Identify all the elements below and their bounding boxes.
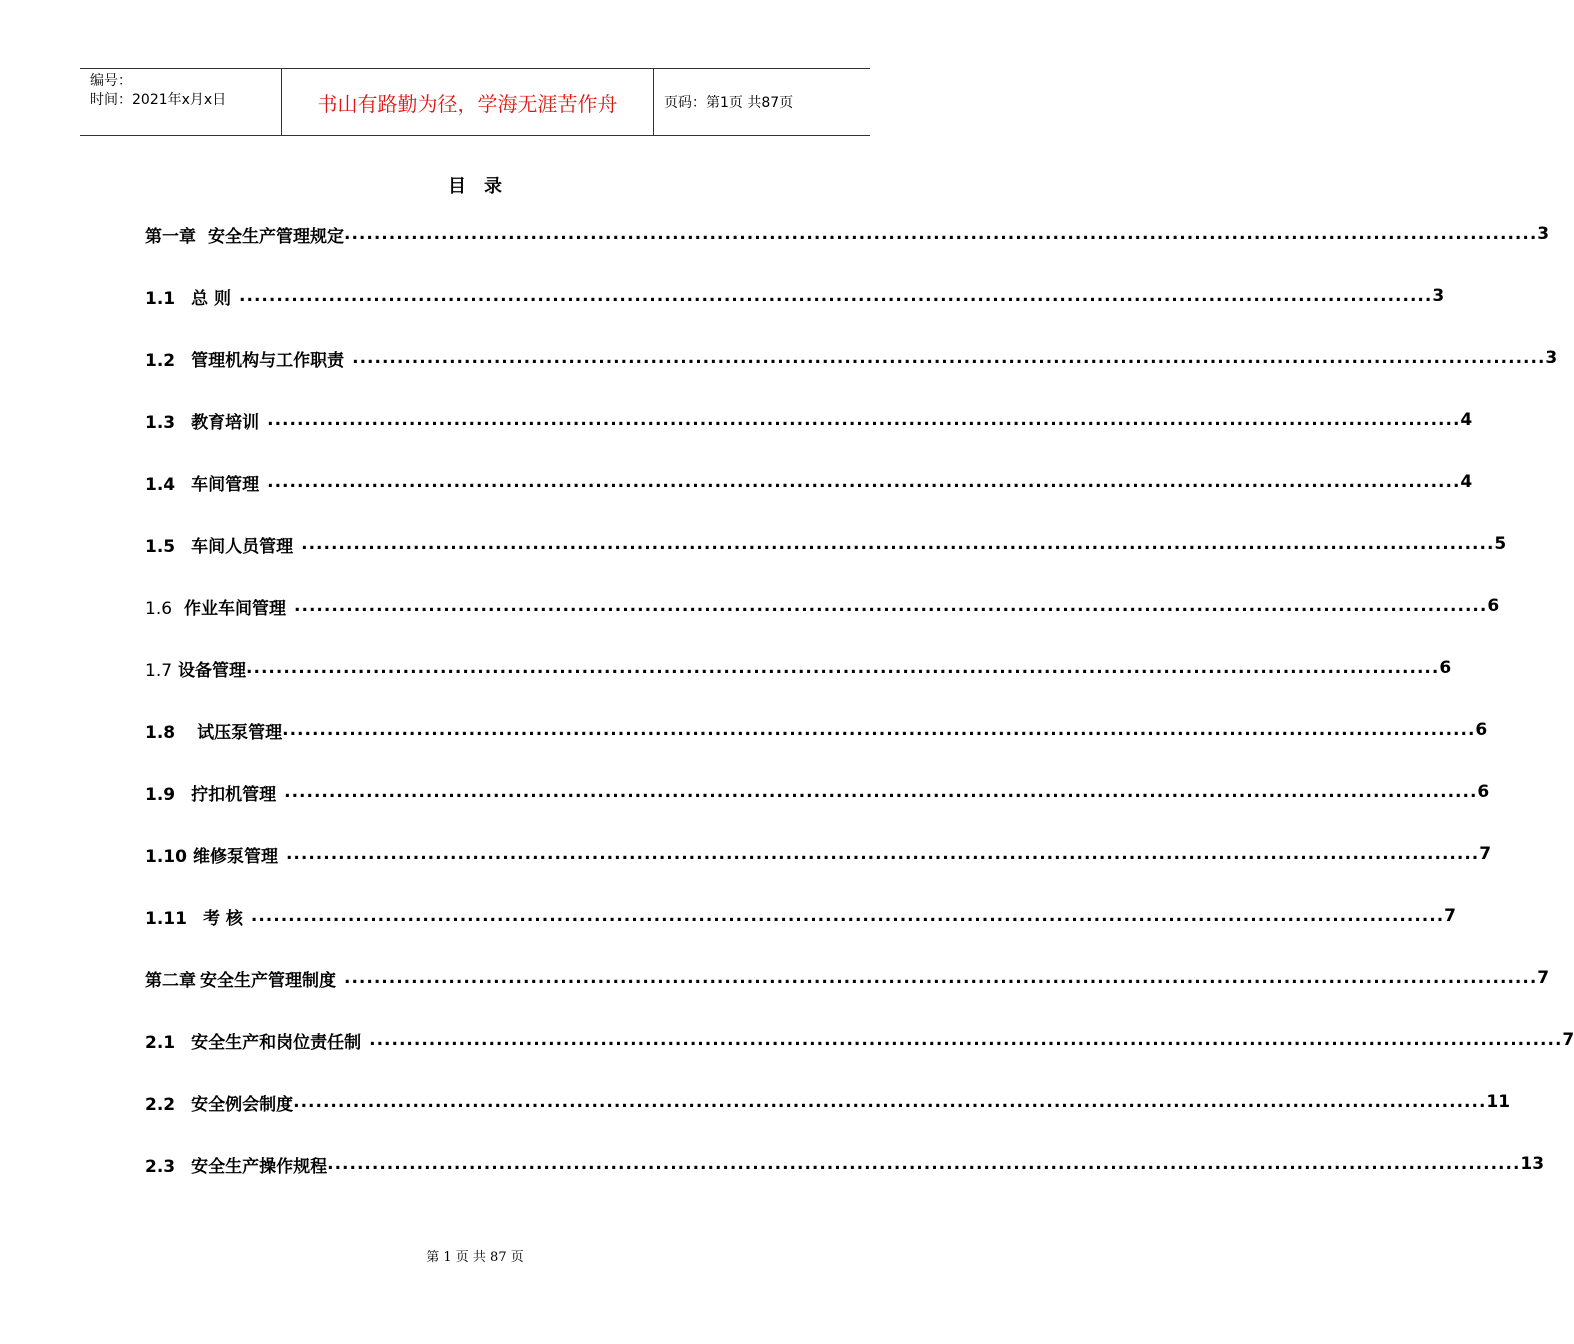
toc-leader-dots: ................................................................................................................................................................ xyxy=(344,224,1538,244)
toc-entry-page: 7 xyxy=(1479,844,1492,864)
toc-entry[interactable] xyxy=(145,220,1550,248)
toc-leader-dots: ................................................................................................................................................................ xyxy=(284,782,1478,802)
toc-entry-page: 7 xyxy=(1537,968,1550,988)
toc-entry-number: 1.6 xyxy=(145,598,173,619)
toc-entry-text: 车间管理 xyxy=(191,474,260,495)
toc-entry-number: 1.10 xyxy=(145,846,187,867)
toc-entry[interactable] xyxy=(145,468,1473,496)
toc-entry-page: 4 xyxy=(1460,410,1473,430)
page-header xyxy=(80,68,870,136)
toc-entry-text: 教育培训 xyxy=(191,412,260,433)
toc-leader-dots: ................................................................................................................................................................ xyxy=(344,968,1538,988)
toc-entry-page: 6 xyxy=(1487,596,1500,616)
header-meta xyxy=(80,69,281,135)
toc-entry[interactable] xyxy=(145,1026,1574,1054)
toc-leader-dots: ................................................................................................................................................................ xyxy=(246,658,1440,678)
toc-entry-page: 6 xyxy=(1439,658,1452,678)
toc-entry[interactable] xyxy=(145,530,1507,558)
toc-entry[interactable] xyxy=(145,964,1550,992)
toc-leader-dots: ................................................................................................................................................................ xyxy=(239,286,1433,306)
toc-entry[interactable] xyxy=(145,592,1500,620)
toc-entry-page: 13 xyxy=(1520,1154,1545,1174)
toc-entry-text: 车间人员管理 xyxy=(191,536,294,557)
toc-entry-number: 1.5 xyxy=(145,536,176,557)
toc-leader-dots: ................................................................................................................................................................ xyxy=(293,1092,1487,1112)
toc-entry-page: 3 xyxy=(1537,224,1550,244)
toc-entry-text: 维修泵管理 xyxy=(192,846,278,867)
toc-leader-dots: ................................................................................................................................................................ xyxy=(250,906,1445,926)
toc-entry[interactable] xyxy=(145,840,1492,868)
number-label: 编号： xyxy=(90,73,132,89)
toc-entry-number: 1.7 xyxy=(145,660,173,681)
toc-leader-dots: ................................................................................................................................................................ xyxy=(285,844,1480,864)
toc-leader-dots: ................................................................................................................................................................ xyxy=(301,534,1495,554)
toc-entry-number: 第一章 xyxy=(145,226,196,247)
toc-entry-number: 1.11 xyxy=(145,908,187,929)
toc-entry-number: 1.3 xyxy=(145,412,176,433)
toc-leader-dots: ................................................................................................................................................................ xyxy=(352,348,1546,368)
toc-entry-text: 试压泵管理 xyxy=(197,722,283,743)
page-footer: 第 1 页 共 87 页 xyxy=(426,1250,524,1265)
toc-entry-number: 1.8 xyxy=(145,722,176,743)
toc-leader-dots: ................................................................................................................................................................ xyxy=(267,472,1461,492)
toc-entry-page: 3 xyxy=(1432,286,1445,306)
toc-entry-text: 安全生产管理制度 xyxy=(200,970,336,991)
toc-entry-page: 6 xyxy=(1477,782,1490,802)
toc-entry[interactable] xyxy=(145,716,1488,744)
toc-entry-number: 1.9 xyxy=(145,784,176,805)
toc-entry[interactable] xyxy=(145,1088,1511,1116)
toc-leader-dots: ................................................................................................................................................................ xyxy=(294,596,1488,616)
toc-entry-page: 3 xyxy=(1545,348,1558,368)
toc-entry[interactable] xyxy=(145,344,1558,372)
toc-entry-page: 7 xyxy=(1444,906,1456,926)
toc-entry[interactable] xyxy=(145,1150,1545,1178)
toc-entry[interactable] xyxy=(145,282,1445,310)
toc-entry[interactable] xyxy=(145,406,1473,434)
toc-entry-text: 设备管理 xyxy=(178,660,247,681)
toc-entry[interactable] xyxy=(145,654,1452,682)
toc-entry-number: 2.1 xyxy=(145,1032,176,1053)
toc-entry-text: 安全生产管理规定 xyxy=(208,226,344,247)
toc-entry[interactable] xyxy=(145,902,1456,930)
toc-entry-page: 11 xyxy=(1486,1092,1511,1112)
toc-entry-text: 管理机构与工作职责 xyxy=(191,350,345,371)
toc-entry-number: 1.2 xyxy=(145,350,176,371)
toc-entry-number: 1.1 xyxy=(145,288,176,309)
toc-leader-dots: ................................................................................................................................................................ xyxy=(282,720,1476,740)
toc-entry-number: 1.4 xyxy=(145,474,176,495)
toc-entry[interactable] xyxy=(145,778,1490,806)
toc-entry-text: 总 则 xyxy=(191,288,232,309)
toc-entry-page: 5 xyxy=(1494,534,1507,554)
toc-entry-text: 安全生产操作规程 xyxy=(191,1156,328,1177)
toc-entry-text: 考 核 xyxy=(202,908,243,929)
time-label: 时间：2021年x月x日 xyxy=(90,92,227,108)
toc-entry-text: 拧扣机管理 xyxy=(191,784,277,805)
toc-leader-dots: ................................................................................................................................................................ xyxy=(327,1154,1521,1174)
header-page-info: 页码：第1页 共87页 xyxy=(664,95,794,111)
toc-entry-number: 2.3 xyxy=(145,1156,176,1177)
toc-entry-text: 安全生产和岗位责任制 xyxy=(191,1032,362,1053)
header-motto: 书山有路勤为径，学海无涯苦作舟 xyxy=(281,69,654,135)
toc-entry-number: 第二章 xyxy=(145,970,196,991)
toc-entry-page: 4 xyxy=(1460,472,1473,492)
toc-entry-page: 7 xyxy=(1562,1030,1574,1050)
toc-title: 目录 xyxy=(448,176,520,197)
toc-leader-dots: ................................................................................................................................................................ xyxy=(369,1030,1563,1050)
toc-leader-dots: ................................................................................................................................................................ xyxy=(267,410,1461,430)
toc-entry-text: 安全例会制度 xyxy=(191,1094,294,1115)
toc-entry-text: 作业车间管理 xyxy=(184,598,287,619)
toc-entry-number: 2.2 xyxy=(145,1094,176,1115)
toc-entry-page: 6 xyxy=(1475,720,1488,740)
